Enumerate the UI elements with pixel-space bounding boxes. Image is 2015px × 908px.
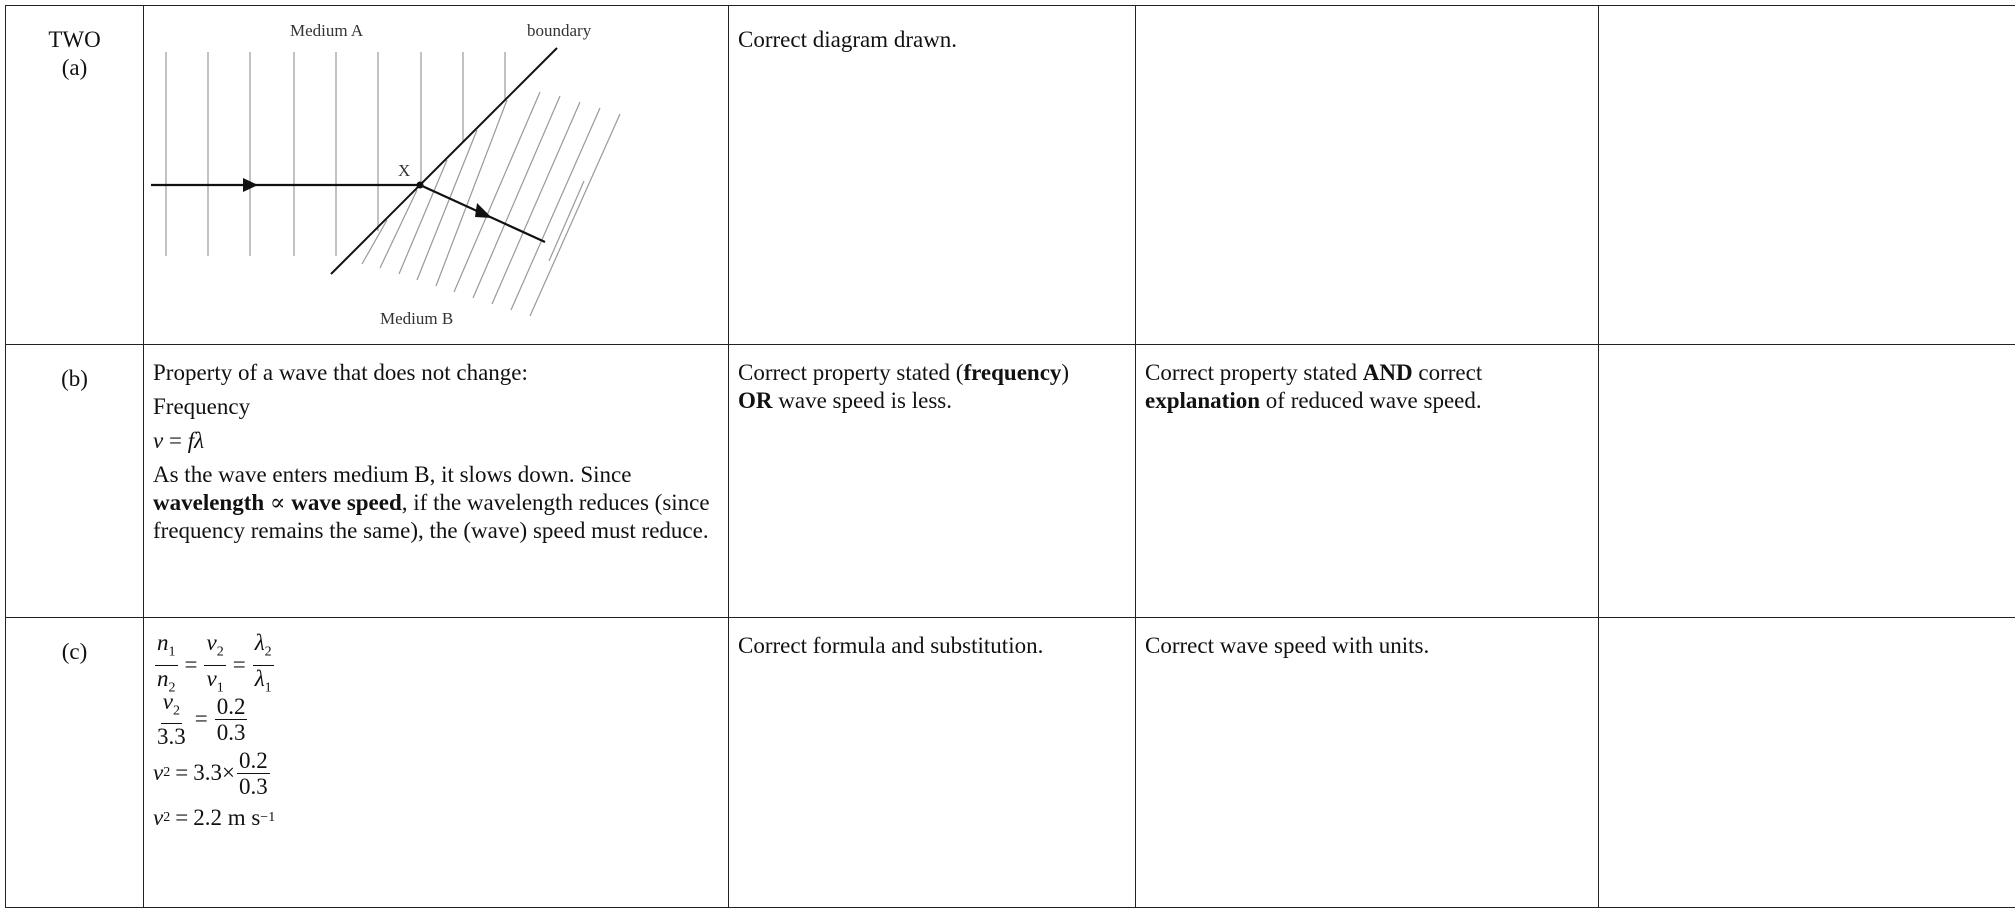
math-result: 2.2 m s <box>193 805 261 830</box>
text-run: OR <box>738 388 773 413</box>
math-var: v <box>162 688 173 714</box>
math-sup: −1 <box>260 810 276 825</box>
math-eq: = <box>232 652 246 677</box>
formula-var: λ <box>194 428 205 453</box>
text-run: wave speed is less. <box>772 388 952 413</box>
criteria-excellence-b <box>1599 345 2015 618</box>
fraction <box>253 630 274 700</box>
medium-a-wavefronts <box>166 52 505 256</box>
formula-line <box>153 427 718 455</box>
text-run: frequency <box>963 360 1062 385</box>
math-num: 0.3 <box>238 773 268 799</box>
criteria-text: Correct wave speed with units. <box>1145 633 1430 658</box>
math-sub: 2 <box>168 680 176 696</box>
text-run: wave speed <box>291 490 402 515</box>
text-run: wavelength <box>153 490 265 515</box>
question-label-b <box>6 345 144 618</box>
fraction <box>155 689 188 750</box>
question-number: TWO <box>48 27 101 52</box>
math-var: v <box>153 805 164 830</box>
formula-eq: = <box>163 428 188 453</box>
equation-ratio <box>153 629 718 696</box>
equation-substitution <box>153 688 718 750</box>
text-run: Correct property stated ( <box>738 360 964 385</box>
boundary-label: boundary <box>527 21 592 40</box>
criteria-text: Correct formula and substitution. <box>738 633 1044 658</box>
diagram-cell <box>144 6 729 345</box>
question-label-c <box>6 618 144 908</box>
math-sub: 1 <box>168 644 176 660</box>
answer-c <box>144 618 729 908</box>
answer-b <box>144 345 729 618</box>
row-a <box>6 6 2015 345</box>
math-num: 0.2 <box>216 693 246 719</box>
math-sub: 2 <box>216 644 224 660</box>
criteria-text: Correct diagram drawn. <box>738 27 958 52</box>
math-var: v <box>206 665 217 691</box>
fraction <box>215 694 248 745</box>
equation-rearranged <box>153 746 718 800</box>
part-label-b: (b) <box>61 366 88 391</box>
text-run: ∝ <box>264 490 292 515</box>
text-run: , if the wavelength reduces (since frequency remains the same), the (wave) speed must reduce. <box>153 490 710 543</box>
criteria-merit-a <box>1136 6 1599 345</box>
math-var: λ <box>254 665 265 691</box>
math-var: n <box>157 629 169 655</box>
criteria-excellence-a <box>1599 6 2015 345</box>
formula-var: f <box>187 428 195 453</box>
criteria-achieved-c <box>729 618 1136 908</box>
math-sub: 1 <box>216 680 224 696</box>
criteria-merit-c <box>1136 618 1599 908</box>
criteria-achieved-b <box>729 345 1136 618</box>
math-sub: 2 <box>163 810 171 825</box>
row-c <box>6 618 2015 908</box>
equation-result <box>153 800 718 836</box>
criteria-achieved-a <box>729 6 1136 345</box>
math-eq: = <box>184 652 198 677</box>
answer-line: Frequency <box>153 394 251 419</box>
text-run: Correct property stated <box>1145 360 1363 385</box>
fraction <box>237 748 270 799</box>
marking-schedule-table <box>5 5 2015 908</box>
criteria-excellence-c <box>1599 618 2015 908</box>
text-run: explanation <box>1145 388 1261 413</box>
text-run: ) <box>1061 360 1070 385</box>
medium-a-label: Medium A <box>290 21 364 40</box>
row-b <box>6 345 2015 618</box>
math-var: λ <box>254 629 265 655</box>
refraction-diagram <box>144 6 729 342</box>
criteria-merit-b <box>1136 345 1599 618</box>
answer-line: Property of a wave that does not change: <box>153 360 528 385</box>
point-x-label: X <box>398 161 411 180</box>
math-eq: = <box>194 706 208 731</box>
math-eq: = <box>175 805 189 830</box>
math-eq: = <box>175 760 189 785</box>
explanation-paragraph <box>153 461 718 545</box>
math-sub: 1 <box>264 680 272 696</box>
math-var: v <box>206 629 217 655</box>
math-num: 0.2 <box>238 747 268 773</box>
math-var: v <box>153 760 164 785</box>
medium-b-label: Medium B <box>380 309 454 328</box>
point-x-marker <box>417 182 424 189</box>
math-num: 3.3 <box>157 724 186 750</box>
math-num: 0.3 <box>216 719 246 745</box>
math-sub: 2 <box>264 644 272 660</box>
math-num: 3.3 <box>193 760 222 785</box>
text-run: of reduced wave speed. <box>1260 388 1482 413</box>
text-run: AND <box>1362 360 1413 385</box>
math-sub: 2 <box>172 703 180 719</box>
math-var: n <box>157 665 169 691</box>
text-run: correct <box>1412 360 1483 385</box>
fraction <box>204 630 225 700</box>
math-op: × <box>221 760 235 785</box>
part-label-a: (a) <box>61 55 88 80</box>
boundary-line <box>331 48 557 274</box>
math-sub: 2 <box>163 765 171 780</box>
part-label-c: (c) <box>61 639 88 664</box>
text-run: As the wave enters medium B, it slows down. Since <box>153 462 632 487</box>
question-label-a <box>6 6 144 345</box>
formula-var: v <box>153 428 164 453</box>
